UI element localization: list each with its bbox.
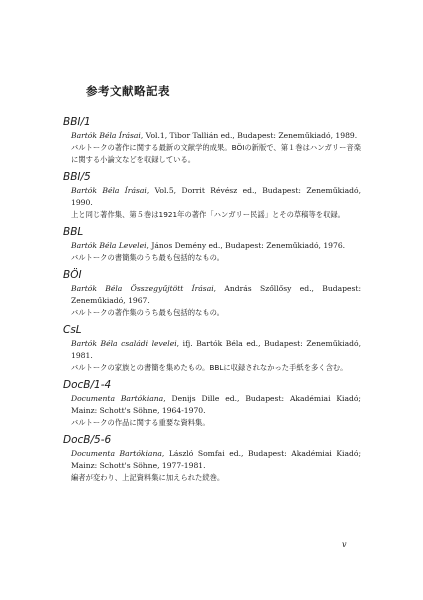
citation-title: Documenta Bartókiana [71, 449, 162, 458]
entry-abbreviation: CsL [63, 324, 82, 336]
entry-citation [71, 130, 361, 142]
citation-details: , Denijs Dille ed., Budapest: Akadémiai Kiadó; Mainz: Schott's Söhne, 1964-1970. [71, 394, 361, 415]
entry-description: バルトークの作品に関する重要な資料集。 [71, 418, 210, 427]
entry-description: 編者が変わり、上記資料集に加えられた続巻。 [71, 473, 225, 482]
entry-abbreviation: DocB/5-6 [63, 434, 112, 446]
page-number: v [342, 540, 347, 549]
entry-citation [71, 393, 361, 417]
entry-description: 上と同じ著作集、第５巻は1921年の著作「ハンガリー民謡」とその草稿等を収録。 [71, 210, 345, 219]
citation-title: Bartók Béla Levelei [71, 241, 147, 250]
entry-citation [71, 448, 361, 472]
entry-abbreviation: BBI/5 [63, 171, 91, 183]
entry-citation [71, 338, 361, 362]
bibliography-entry [63, 378, 361, 429]
entry-citation [71, 185, 361, 209]
citation-details: , Vol.5, Dorrit Révész ed., Budapest: Zeneműkiadó, 1990. [71, 186, 361, 207]
entry-abbreviation: BÖI [63, 269, 82, 281]
entry-abbreviation: BBI/1 [63, 116, 91, 128]
bibliography-entry [63, 115, 361, 166]
bibliography-list [63, 115, 361, 488]
citation-details: , András Szőllősy ed., Budapest: Zeneműkiadó, 1967. [71, 284, 361, 305]
citation-title: Bartók Béla Írásai [71, 131, 141, 140]
citation-details: , Vol.1, Tibor Tallián ed., Budapest: Zeneműkiadó, 1989. [140, 131, 358, 140]
page-title: 参考文献略記表 [86, 84, 170, 98]
bibliography-entry [63, 225, 361, 264]
citation-title: Bartók Béla Írásai [71, 186, 147, 195]
entry-description: バルトークの著作に関する最新の文献学的成果。BÖIの新版で、第１巻はハンガリー音楽に関する小論文などを収録している。 [71, 143, 361, 164]
entry-description: バルトークの書簡集のうち最も包括的なもの。 [71, 253, 224, 262]
citation-details: , László Somfai ed., Budapest: Akadémiai Kiadó; Mainz: Schott's Söhne, 1977-1981. [71, 449, 361, 470]
citation-title: Documenta Bartókiana [71, 394, 164, 403]
citation-title: Bartók Béla családi levelei [71, 339, 177, 348]
citation-title: Bartók Béla Összegyűjtött Írásai [71, 284, 214, 293]
bibliography-entry [63, 268, 361, 319]
citation-details: , ifj. Bartók Béla ed., Budapest: Zeneműkiadó, 1981. [71, 339, 362, 360]
bibliography-entry [63, 170, 361, 221]
entry-abbreviation: DocB/1-4 [63, 379, 112, 391]
bibliography-entry [63, 323, 361, 374]
entry-description: バルトークの家族との書簡を集めたもの。BBLに収録されなかった手紙を多く含む。 [71, 363, 348, 372]
entry-citation [71, 240, 361, 252]
entry-citation [71, 283, 361, 307]
entry-abbreviation: BBL [63, 226, 84, 238]
bibliography-entry [63, 433, 361, 484]
citation-details: , János Demény ed., Budapest: Zeneműkiadó, 1976. [146, 241, 346, 250]
entry-description: バルトークの著作集のうち最も包括的なもの。 [71, 308, 224, 317]
